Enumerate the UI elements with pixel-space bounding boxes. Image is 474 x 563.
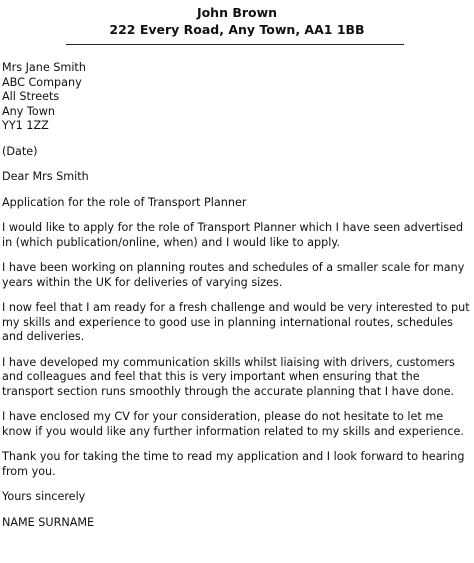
sender-name: John Brown	[196, 5, 278, 20]
sender-address: 222 Every Road, Any Town, AA1 1BB	[109, 22, 365, 37]
paragraph: I now feel that I am ready for a fresh challenge and would be very interested to put my skills and experience to good use in planning international routes, schedules and deliveries.	[2, 301, 470, 343]
paragraph: I have developed my communication skills whilst liaising with drivers, customers and colleagues and feel that this is very important when ensuring that the transport section runs smoothly through the accurate planning that I have done.	[2, 355, 455, 398]
letter-body	[2, 61, 470, 541]
recipient-line: ABC Company	[2, 75, 82, 89]
recipient-line: Mrs Jane Smith	[2, 61, 86, 74]
recipient-address	[2, 61, 470, 134]
recipient-line: Any Town	[2, 104, 55, 118]
salutation: Dear Mrs Smith	[2, 170, 89, 183]
recipient-line: YY1 1ZZ	[2, 119, 49, 132]
closing: Yours sincerely	[2, 490, 86, 503]
paragraph: I have enclosed my CV for your consideration, please do not hesitate to let me know if you would like any further information related to my skills and experience.	[2, 410, 464, 438]
subject-line: Application for the role of Transport Planner	[2, 195, 247, 209]
paragraph: Thank you for taking the time to read my application and I look forward to hearing from you.	[2, 450, 465, 478]
signature-name: NAME SURNAME	[2, 515, 95, 529]
letter-date: (Date)	[2, 144, 38, 158]
paragraph: I would like to apply for the role of Transport Planner which I have seen advertised in (which publication/online, when) and I would like to apply.	[2, 221, 464, 249]
letter-header	[0, 4, 474, 39]
paragraph: I have been working on planning routes and schedules of a smaller scale for many years within the UK for deliveries of varying sizes.	[2, 261, 465, 289]
header-divider	[66, 44, 404, 45]
recipient-line: All Streets	[2, 90, 60, 103]
